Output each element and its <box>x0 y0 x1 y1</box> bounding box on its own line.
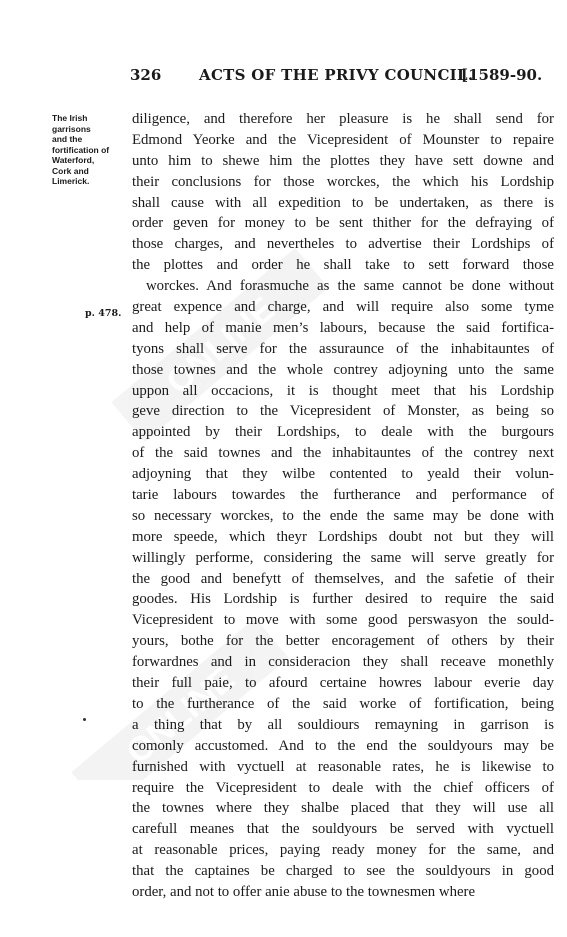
text-line: the townes where they shalbe placed that they will use all <box>132 800 554 817</box>
margin-dot <box>83 718 86 721</box>
text-line: those townes and the whole contrey adjoyning unto the same <box>132 361 554 378</box>
text-line: their conclusions for those worckes, the which his Lordship <box>132 173 554 190</box>
text-line: yours, bothe for the better encoragement of others by their <box>132 633 554 650</box>
text-line: uppon all occacions, it is thought meet that his Lordship <box>132 382 554 399</box>
text-line: Vicepresident to move with some good perswasyon the sould- <box>132 612 554 629</box>
text-line: goodes. His Lordship is further desired to require the said <box>132 591 554 608</box>
sidenote-line: Limerick. <box>52 176 90 186</box>
margin-page-reference: p. 478. <box>85 308 122 319</box>
text-line: great expence and charge, and will require also some tyme <box>132 299 554 316</box>
text-line: adjoyning that they wilbe contented to yeald their volun- <box>132 466 554 483</box>
text-line: furnished with vyctuell at reasonable rates, he is likewise to <box>132 758 554 775</box>
text-line: more speede, which theyr Lordships doubt not but they will <box>132 528 554 545</box>
text-line: tarie labours towardes the furtherance and performance of <box>132 487 554 504</box>
sidenote-line: The Irish <box>52 113 88 123</box>
text-line: willingly performe, considering the same will serve greatly for <box>132 549 554 566</box>
watermark-text-top: ONLINE <box>159 289 283 402</box>
page-header <box>0 66 567 90</box>
sidenote-line: garrisons <box>52 123 91 134</box>
sidenote-line: Waterford, <box>52 155 95 165</box>
text-line: geve direction to the Vicepresident of Monster, as being so <box>132 403 554 420</box>
text-line: unto him to shewe him the plottes they have sett downe and <box>132 152 554 169</box>
text-line: that the captaines be charged to see the souldyours in good <box>132 863 554 880</box>
text-line: worckes. And forasmuche as the same cannot be done without <box>146 278 554 295</box>
watermark-text-bottom: ONLINE <box>119 659 243 772</box>
text-line: at reasonable prices, paying ready money for the same, and <box>132 842 554 859</box>
text-line: so necessary worckes, to the ende the same may be done with <box>132 507 554 524</box>
text-line: diligence, and therefore her pleasure is he shall send for <box>132 111 554 127</box>
text-line: a thing that by all souldiours remayning in garrison is <box>132 716 554 733</box>
text-line: those charges, and nevertheles to advertise their Lordships of <box>132 236 554 253</box>
text-line: order geven for money to be sent thither for the defraying of <box>132 215 554 232</box>
text-line: to the furtherance of the said worke of fortification, being <box>132 695 554 712</box>
margin-sidenote <box>52 113 128 187</box>
text-line: their full paie, to afourd certaine howres labour everie day <box>132 675 554 692</box>
text-line: carefull meanes that the souldyours be served with vyctuell <box>132 821 554 838</box>
sidenote-line: fortification of <box>52 144 110 155</box>
text-line: Edmond Yeorke and the Vicepresident of Mounster to repaire <box>132 131 554 148</box>
running-title: ACTS OF THE PRIVY COUNCIL. <box>199 66 474 84</box>
text-line: order, and not to offer anie abuse to the townesmen where <box>132 883 476 900</box>
sidenote-line: Cork and <box>52 165 89 176</box>
text-line: require the Vicepresident to deale with the chief officers of <box>132 779 554 796</box>
sidenote-line: and the <box>52 134 83 144</box>
body-text <box>132 109 554 903</box>
text-line: and help of manie men’s labours, because the said fortifica- <box>132 319 554 336</box>
text-line: of the said townes and the inhabitauntes of the contrey next <box>132 445 554 462</box>
text-line: comonly accustomed. And to the end the souldyours may be <box>132 737 554 754</box>
text-line: the good and benefytt of themselves, and the safetie of their <box>132 570 554 587</box>
text-line: forwardnes and in consideracion they shall receave monethly <box>132 654 554 671</box>
text-line: the plottes and order he shall take to sett forward those <box>132 257 554 274</box>
text-line: shall cause with all expedition to be undertaken, as there is <box>132 194 554 211</box>
text-line: appointed by their Lordships, to deale with the burgours <box>132 424 554 441</box>
year-range: [1589-90. <box>461 66 543 84</box>
page-number: 326 <box>130 66 162 84</box>
text-line: tyons shall serve for the assuraunce of the inhabitauntes of <box>132 340 554 357</box>
